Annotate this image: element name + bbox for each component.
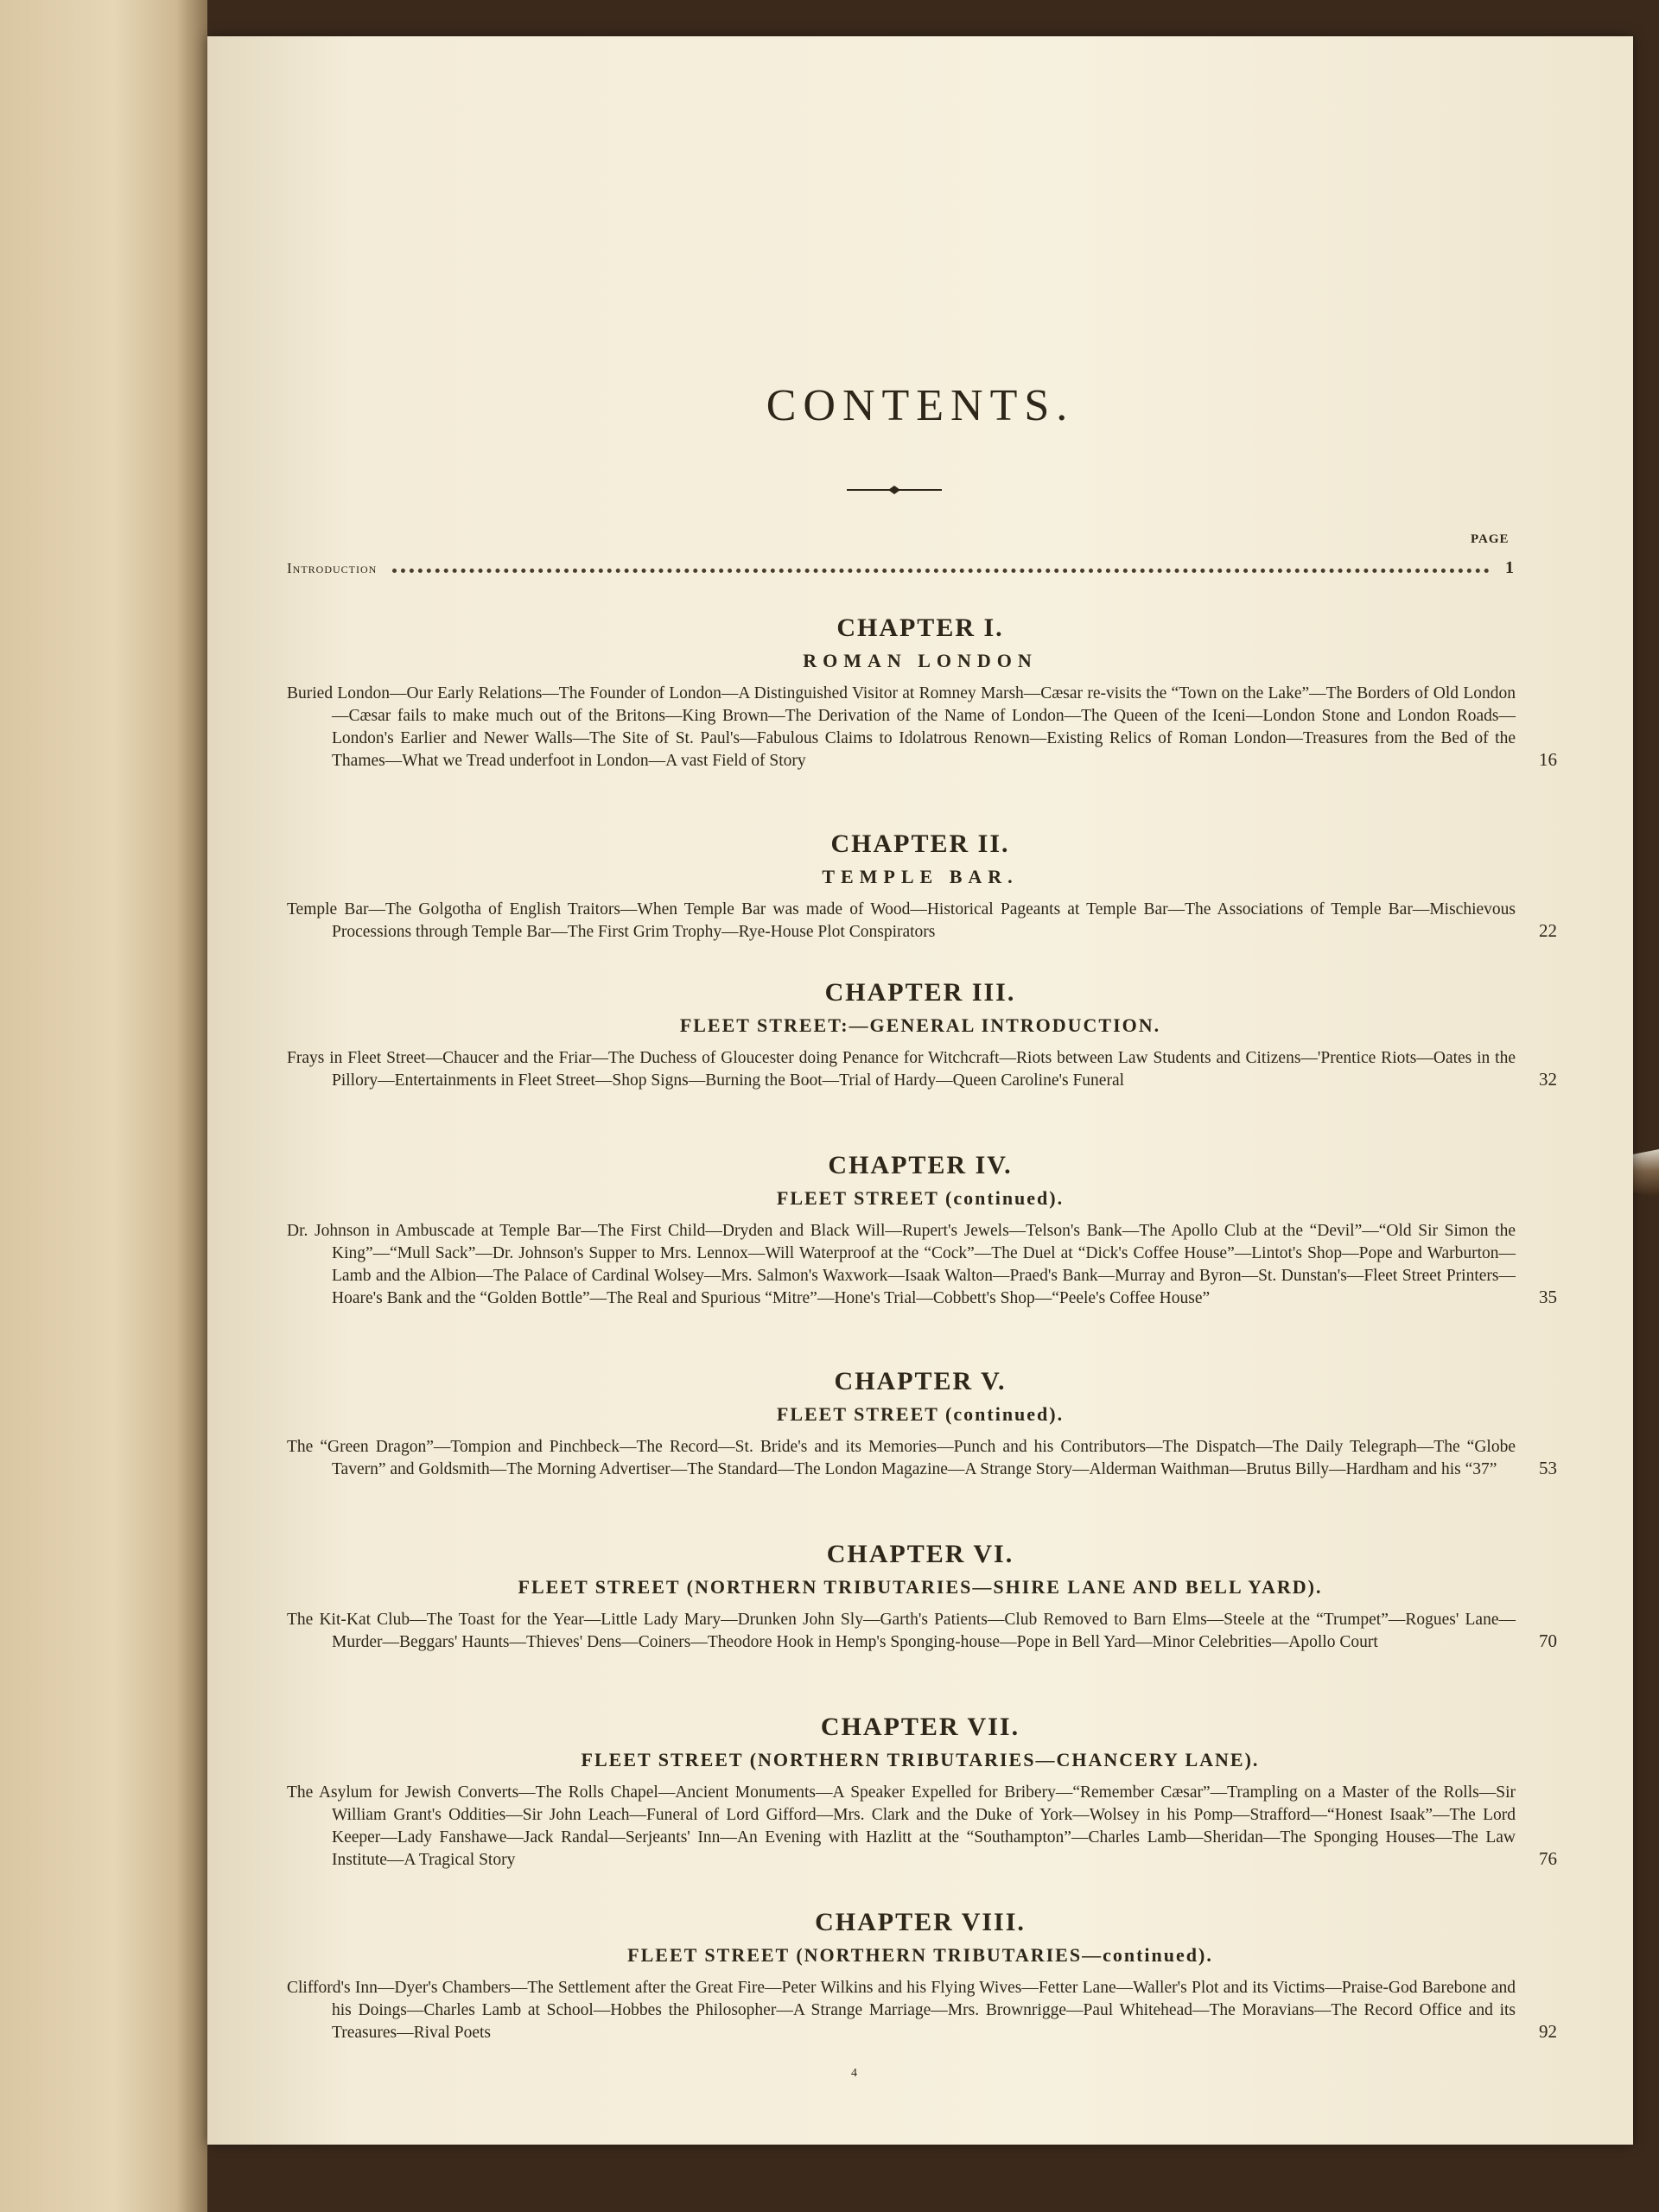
chapter-entry [207, 1908, 1633, 2044]
chapter-subtitle: FLEET STREET (continued). [776, 1187, 1065, 1209]
chapter-summary [287, 1220, 1557, 1310]
chapter-page: 70 [1539, 1630, 1557, 1651]
chapter-number: CHAPTER III. [824, 978, 1016, 1007]
chapter-subtitle: FLEET STREET (NORTHERN TRIBUTARIES—SHIRE LANE AND BELL YARD). [518, 1576, 1323, 1598]
chapter-number: CHAPTER IV. [828, 1151, 1013, 1179]
chapter-subtitle: ROMAN LONDON [803, 650, 1038, 671]
left-page-edge [0, 0, 207, 2212]
chapter-entry [207, 1540, 1633, 1654]
chapter-subtitle: FLEET STREET (NORTHERN TRIBUTARIES—continued). [627, 1944, 1213, 1966]
chapter-summary-text: Buried London—Our Early Relations—The Founder of London—A Distinguished Visitor at Romney Marsh—Cæsar re-visits the “Town on the Lake”—The Borders of Old London—Cæsar fails to make much out of the Britons—King Brown—The Derivation of the Name of London—The Queen of the Iceni—London Stone and London Roads—London's Earlier and Newer Walls—The Site of St. Paul's—Fabulous Claims to Idolatrous Renown—Existing Relics of Roman London—Treasures from the Bed of the Thames—What we Tread underfoot in London—A vast Field of Story [287, 684, 1516, 770]
chapter-subtitle: FLEET STREET (continued). [776, 1403, 1065, 1425]
page-title: CONTENTS. [766, 381, 1075, 430]
chapter-entry [207, 1367, 1633, 1481]
chapter-page: 92 [1539, 2021, 1557, 2042]
introduction-entry [287, 558, 1514, 584]
chapter-entry [207, 1151, 1633, 1310]
chapter-entry [207, 613, 1633, 772]
chapter-subtitle: TEMPLE BAR. [822, 866, 1019, 887]
chapter-page: 35 [1539, 1287, 1557, 1307]
chapter-summary-text: Temple Bar—The Golgotha of English Traitors—When Temple Bar was made of Wood—Historical Pageants at Temple Bar—The Associations of Temple Bar—Mischievous Processions through Temple Bar—The First Grim Trophy—Rye-House Plot Conspirators [287, 900, 1516, 941]
chapter-page: 22 [1539, 920, 1557, 941]
chapter-summary-text: The Kit-Kat Club—The Toast for the Year—Little Lady Mary—Drunken John Sly—Garth's Patients—Club Removed to Barn Elms—Steele at the “Trumpet”—Rogues' Lane—Murder—Beggars' Haunts—Thieves' Dens—Coiners—Theodore Hook in Hemp's Sponging-house—Pope in Bell Yard—Minor Celebrities—Apollo Court [287, 1611, 1516, 1651]
chapter-number: CHAPTER VIII. [815, 1908, 1026, 1936]
chapter-number: CHAPTER I. [836, 613, 1004, 642]
chapter-summary-text: The “Green Dragon”—Tompion and Pinchbeck—The Record—St. Bride's and its Memories—Punch and his Contributors—The Dispatch—The Daily Telegraph—The “Globe Tavern” and Goldsmith—The Morning Advertiser—The Standard—The London Magazine—A Strange Story—Alderman Waithman—Brutus Billy—Hardham and his “37” [287, 1438, 1516, 1478]
chapter-summary [287, 1977, 1557, 2044]
chapter-number: CHAPTER V. [834, 1367, 1007, 1395]
chapter-subtitle: FLEET STREET:—GENERAL INTRODUCTION. [679, 1014, 1161, 1036]
title-ornament [847, 481, 942, 499]
introduction-page: 1 [1505, 558, 1514, 577]
chapter-summary-text: Frays in Fleet Street—Chaucer and the Friar—The Duchess of Gloucester doing Penance for Witchcraft—Riots between Law Students and Citizens—'Prentice Riots—Oates in the Pillory—Entertainments in Fleet Street—Shop Signs—Burning the Boot—Trial of Hardy—Queen Caroline's Funeral [287, 1049, 1516, 1090]
leader-dots [392, 569, 1490, 573]
chapter-summary [287, 1436, 1557, 1481]
chapter-summary-text: Clifford's Inn—Dyer's Chambers—The Settlement after the Great Fire—Peter Wilkins and his Flying Wives—Fetter Lane—Waller's Plot and its Victims—Praise-God Barebone and his Doings—Charles Lamb at School—Hobbes the Philosopher—A Strange Marriage—Mrs. Brownrigge—Paul Whitehead—The Moravians—The Record Office and its Treasures—Rival Poets [287, 1979, 1516, 2042]
book-page [207, 36, 1633, 2145]
chapter-summary [287, 1047, 1557, 1092]
chapter-summary [287, 899, 1557, 944]
chapter-summary-text: The Asylum for Jewish Converts—The Rolls Chapel—Ancient Monuments—A Speaker Expelled for Bribery—“Remember Cæsar”—Trampling on a Master of the Rolls—Sir William Grant's Oddities—Sir John Leach—Funeral of Lord Gifford—Mrs. Clark and the Duke of York—Wolsey in his Pomp—Strafford—“Honest Isaak”—The Lord Keeper—Lady Fanshawe—Jack Randal—Serjeants' Inn—An Evening with Hazlitt at the “Southampton”—Charles Lamb—Sheridan—The Sponging Houses—The Law Institute—A Tragical Story [287, 1783, 1516, 1869]
chapter-entry [207, 830, 1633, 944]
introduction-label: Introduction [287, 560, 378, 576]
chapter-summary [287, 683, 1557, 772]
page-column-heading: PAGE [1471, 532, 1510, 546]
chapter-subtitle: FLEET STREET (NORTHERN TRIBUTARIES—CHANCERY LANE). [581, 1749, 1260, 1770]
chapter-number: CHAPTER II. [830, 830, 1010, 858]
footer-mark: 4 [851, 2067, 857, 2080]
chapter-summary [287, 1782, 1557, 1872]
chapter-page: 53 [1539, 1458, 1557, 1478]
chapter-page: 32 [1539, 1069, 1557, 1090]
chapter-summary-text: Dr. Johnson in Ambuscade at Temple Bar—The First Child—Dryden and Black Will—Rupert's Jewels—Telson's Bank—The Apollo Club at the “Devil”—“Old Sir Simon the King”—“Mull Sack”—Dr. Johnson's Supper to Mrs. Lennox—Will Waterproof at the “Cock”—The Duel at “Dick's Coffee House”—Lintot's Shop—Pope and Warburton—Lamb and the Albion—The Palace of Cardinal Wolsey—Mrs. Salmon's Waxwork—Isaak Walton—Praed's Bank—Murray and Byron—St. Dunstan's—Fleet Street Printers—Hoare's Bank and the “Golden Bottle”—The Real and Spurious “Mitre”—Hone's Trial—Cobbett's Shop—“Peele's Coffee House” [287, 1222, 1516, 1307]
chapter-summary [287, 1609, 1557, 1654]
chapter-entry [207, 1713, 1633, 1872]
chapter-number: CHAPTER VI. [826, 1540, 1014, 1568]
chapter-page: 76 [1539, 1848, 1557, 1869]
chapter-entry [207, 978, 1633, 1092]
chapter-page: 16 [1539, 749, 1557, 770]
chapter-number: CHAPTER VII. [820, 1713, 1020, 1741]
